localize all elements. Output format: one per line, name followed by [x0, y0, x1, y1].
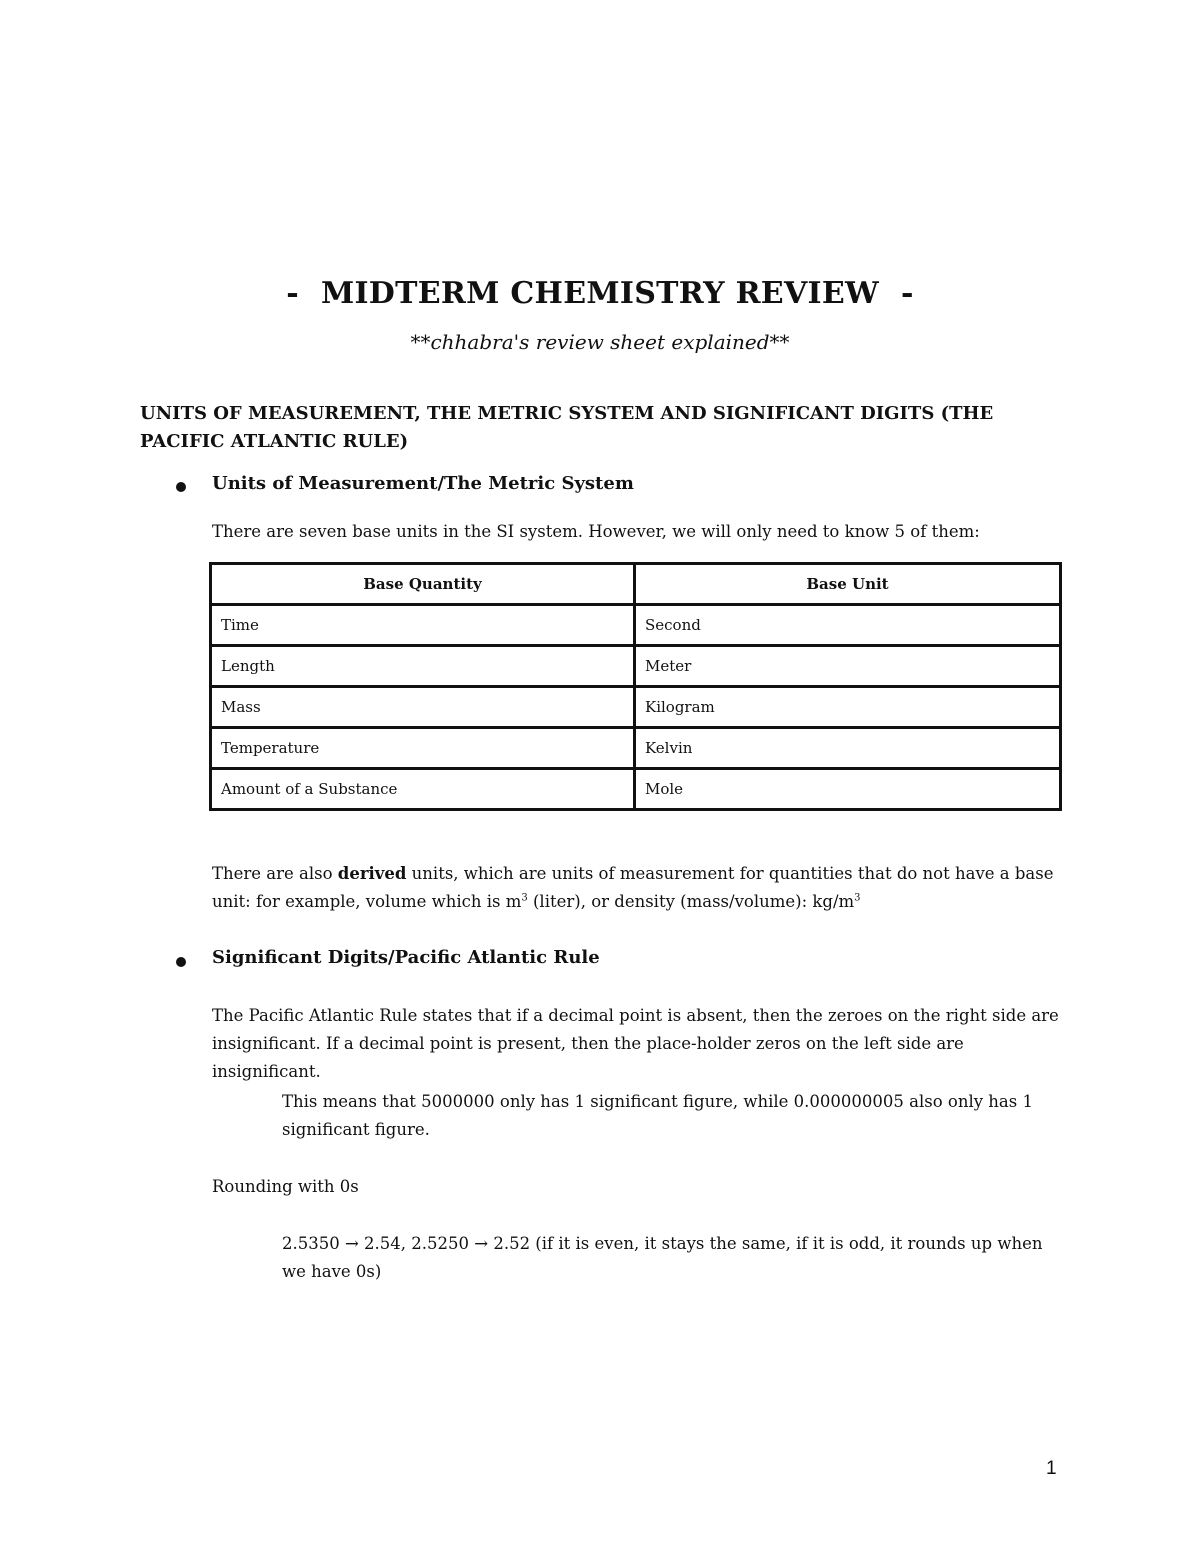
- derived-bold-term: derived: [337, 864, 407, 883]
- title-dash-left: -: [286, 276, 299, 311]
- rounding-example-paragraph: 2.5350 → 2.54, 2.5250 → 2.52 (if it is even, it stays the same, if it is odd, it rounds up when we have 0s): [282, 1234, 1043, 1281]
- table-header-cell: Base Quantity: [211, 564, 635, 605]
- table-header-row: [211, 564, 1061, 605]
- table-cell: Kilogram: [635, 687, 1061, 728]
- document-subtitle: **chhabra's review sheet explained**: [410, 330, 790, 354]
- table-cell: Second: [635, 605, 1061, 646]
- table-cell: Kelvin: [635, 728, 1061, 769]
- section-heading: UNITS OF MEASUREMENT, THE METRIC SYSTEM AND SIGNIFICANT DIGITS (THE PACIFIC ATLANTIC RULE): [140, 403, 994, 452]
- derived-units-paragraph: [212, 860, 1062, 916]
- superscript-3: 3: [854, 892, 861, 904]
- table-cell: Length: [211, 646, 635, 687]
- derived-text-3: (liter), or density (mass/volume): kg/m: [527, 892, 855, 911]
- table-row: [211, 605, 1061, 646]
- table-cell: Mass: [211, 687, 635, 728]
- table-cell: Amount of a Substance: [211, 769, 635, 810]
- table-cell: Time: [211, 605, 635, 646]
- title-dash-right: -: [901, 276, 914, 311]
- table-row: [211, 728, 1061, 769]
- pacific-atlantic-rule-paragraph: The Pacific Atlantic Rule states that if a decimal point is absent, then the zeroes on the right side are insignificant. If a decimal point is present, then the place-holder zeros on the left side are insignificant.: [212, 1006, 1059, 1081]
- base-units-table: [209, 562, 1062, 811]
- document-title: [0, 276, 1200, 311]
- bullet-icon: [176, 482, 186, 492]
- derived-text-1: There are also: [212, 864, 338, 883]
- table-cell: Temperature: [211, 728, 635, 769]
- table-cell: Mole: [635, 769, 1061, 810]
- table-row: [211, 646, 1061, 687]
- units-intro-paragraph: There are seven base units in the SI system. However, we will only need to know 5 of them:: [212, 522, 980, 541]
- table-cell: Meter: [635, 646, 1061, 687]
- table-row: [211, 687, 1061, 728]
- bullet-icon: [176, 957, 186, 967]
- derived-text-2: units, which are units of measurement for quantities that do not have a base unit: for example, volume which is m: [212, 864, 1054, 911]
- sigfig-subheading: Significant Digits/Pacific Atlantic Rule: [212, 947, 600, 968]
- superscript-3: 3: [521, 892, 528, 904]
- table-row: [211, 769, 1061, 810]
- units-subheading: Units of Measurement/The Metric System: [212, 473, 634, 494]
- table-header-cell: Base Unit: [635, 564, 1061, 605]
- page-number: 1: [1046, 1458, 1057, 1479]
- title-text: MIDTERM CHEMISTRY REVIEW: [320, 276, 880, 311]
- sigfig-example-paragraph: This means that 5000000 only has 1 significant figure, while 0.000000005 also only has 1 significant figure.: [282, 1092, 1033, 1139]
- rounding-label: Rounding with 0s: [212, 1177, 359, 1196]
